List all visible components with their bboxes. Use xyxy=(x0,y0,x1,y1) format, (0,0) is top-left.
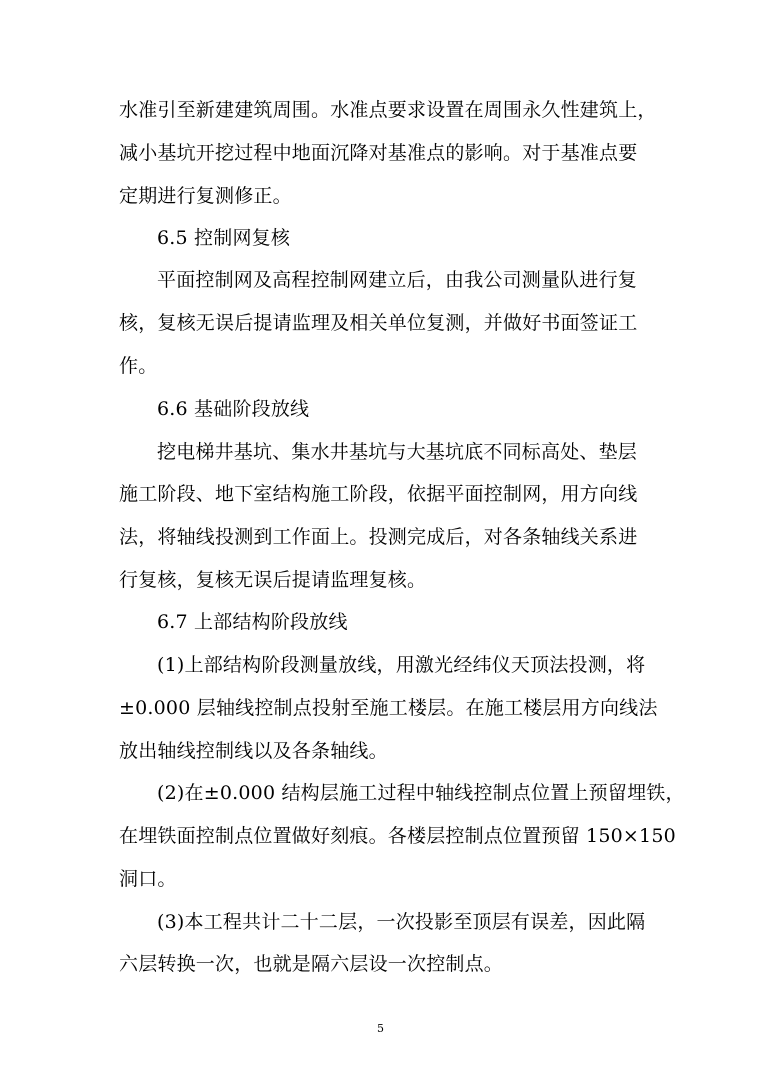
page-number: 5 xyxy=(377,1022,384,1035)
section-heading-6-7: 6.7 上部结构阶段放线 xyxy=(157,611,348,633)
text-line-7: 作。 xyxy=(119,355,158,377)
text-line-14: (1)上部结构阶段测量放线，用激光经纬仪天顶法投测，将 xyxy=(157,654,646,676)
text-line-5: 平面控制网及高程控制网建立后，由我公司测量队进行复 xyxy=(157,269,638,291)
text-line-20: (3)本工程共计二十二层，一次投影至顶层有误差，因此隔 xyxy=(157,911,646,933)
text-line-17: (2)在±0.000 结构层施工过程中轴线控制点位置上预留埋铁， xyxy=(157,782,685,804)
text-line-21: 六层转换一次，也就是隔六层设一次控制点。 xyxy=(119,953,504,975)
text-line-12: 行复核，复核无误后提请监理复核。 xyxy=(119,569,427,591)
text-line-15: ±0.000 层轴线控制点投射至施工楼层。在施工楼层用方向线法 xyxy=(119,697,658,719)
text-line-11: 法，将轴线投测到工作面上。投测完成后，对各条轴线关系进 xyxy=(119,526,638,548)
text-line-1: 水准引至新建建筑周围。水准点要求设置在周围永久性建筑上， xyxy=(119,99,657,121)
text-line-6: 核，复核无误后提请监理及相关单位复测，并做好书面签证工 xyxy=(119,312,638,334)
text-line-18: 在埋铁面控制点位置做好刻痕。各楼层控制点位置预留 150×150 xyxy=(119,825,676,847)
section-heading-6-5: 6.5 控制网复核 xyxy=(157,227,291,249)
text-line-16: 放出轴线控制线以及各条轴线。 xyxy=(119,740,388,762)
text-line-2: 减小基坑开挖过程中地面沉降对基准点的影响。对于基准点要 xyxy=(119,142,638,164)
text-line-3: 定期进行复测修正。 xyxy=(119,185,292,207)
section-heading-6-6: 6.6 基础阶段放线 xyxy=(157,398,310,420)
text-line-10: 施工阶段、地下室结构施工阶段，依据平面控制网，用方向线 xyxy=(119,483,638,505)
text-line-19: 洞口。 xyxy=(119,868,177,890)
text-line-9: 挖电梯井基坑、集水井基坑与大基坑底不同标高处、垫层 xyxy=(157,441,638,463)
